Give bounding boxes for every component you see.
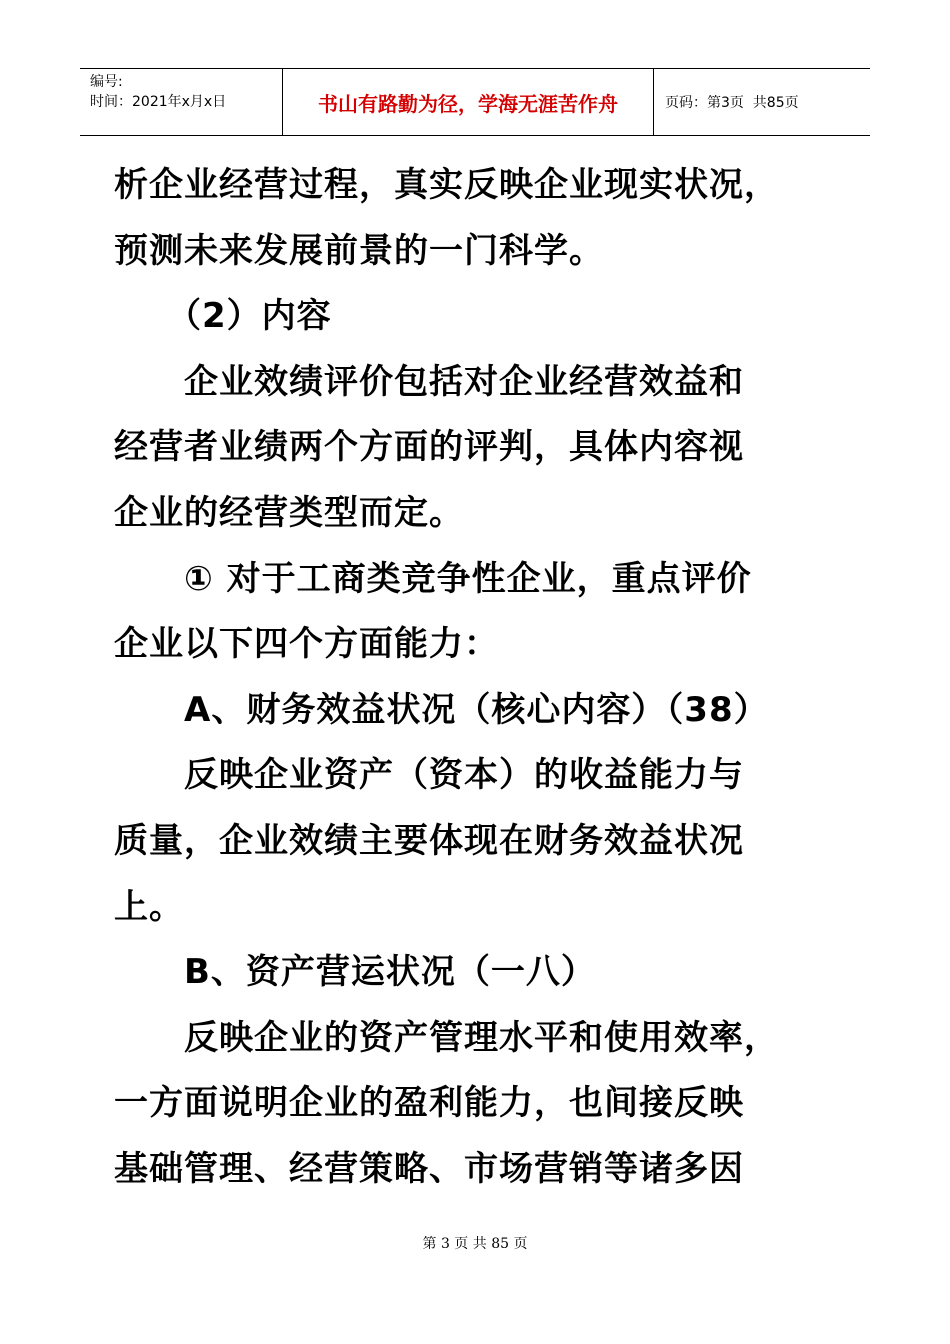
body-line: 上。 [114, 886, 184, 927]
subsection-heading: B、资产营运状况（一八） [114, 952, 596, 993]
body-line: 预测未来发展前景的一门科学。 [114, 230, 604, 271]
document-body [114, 153, 844, 1203]
body-line: 基础管理、经营策略、市场营销等诸多因 [114, 1148, 744, 1189]
number-label: 编号: [90, 74, 123, 90]
body-line: 企业效绩评价包括对企业经营效益和 [114, 361, 744, 402]
body-line: 析企业经营过程，真实反映企业现实状况， [114, 165, 779, 205]
body-line: 企业的经营类型而定。 [114, 492, 464, 533]
page-footer: 第 3 页 共 85 页 [422, 1236, 528, 1252]
body-line: 一方面说明企业的盈利能力，也间接反映 [114, 1083, 744, 1124]
page-info-text: 页码：第3页 共85页 [665, 95, 799, 111]
body-line: 反映企业的资产管理水平和使用效率， [114, 1017, 779, 1058]
header-motto: 书山有路勤为径，学海无涯苦作舟 [282, 69, 654, 135]
header-meta [80, 69, 282, 135]
header-page-info [654, 69, 870, 135]
body-line: ① 对于工商类竞争性企业，重点评价 [114, 558, 752, 599]
body-line: 质量，企业效绩主要体现在财务效益状况 [114, 820, 744, 861]
page-header [80, 68, 870, 136]
subsection-heading: A、财务效益状况（核心内容）（38） [114, 689, 769, 730]
time-label: 时间：2021年x月x日 [90, 94, 227, 110]
section-heading: （2）内容 [114, 296, 332, 337]
body-line: 经营者业绩两个方面的评判，具体内容视 [114, 427, 744, 468]
body-line: 反映企业资产（资本）的收益能力与 [114, 755, 744, 796]
body-line: 企业以下四个方面能力： [114, 624, 499, 665]
